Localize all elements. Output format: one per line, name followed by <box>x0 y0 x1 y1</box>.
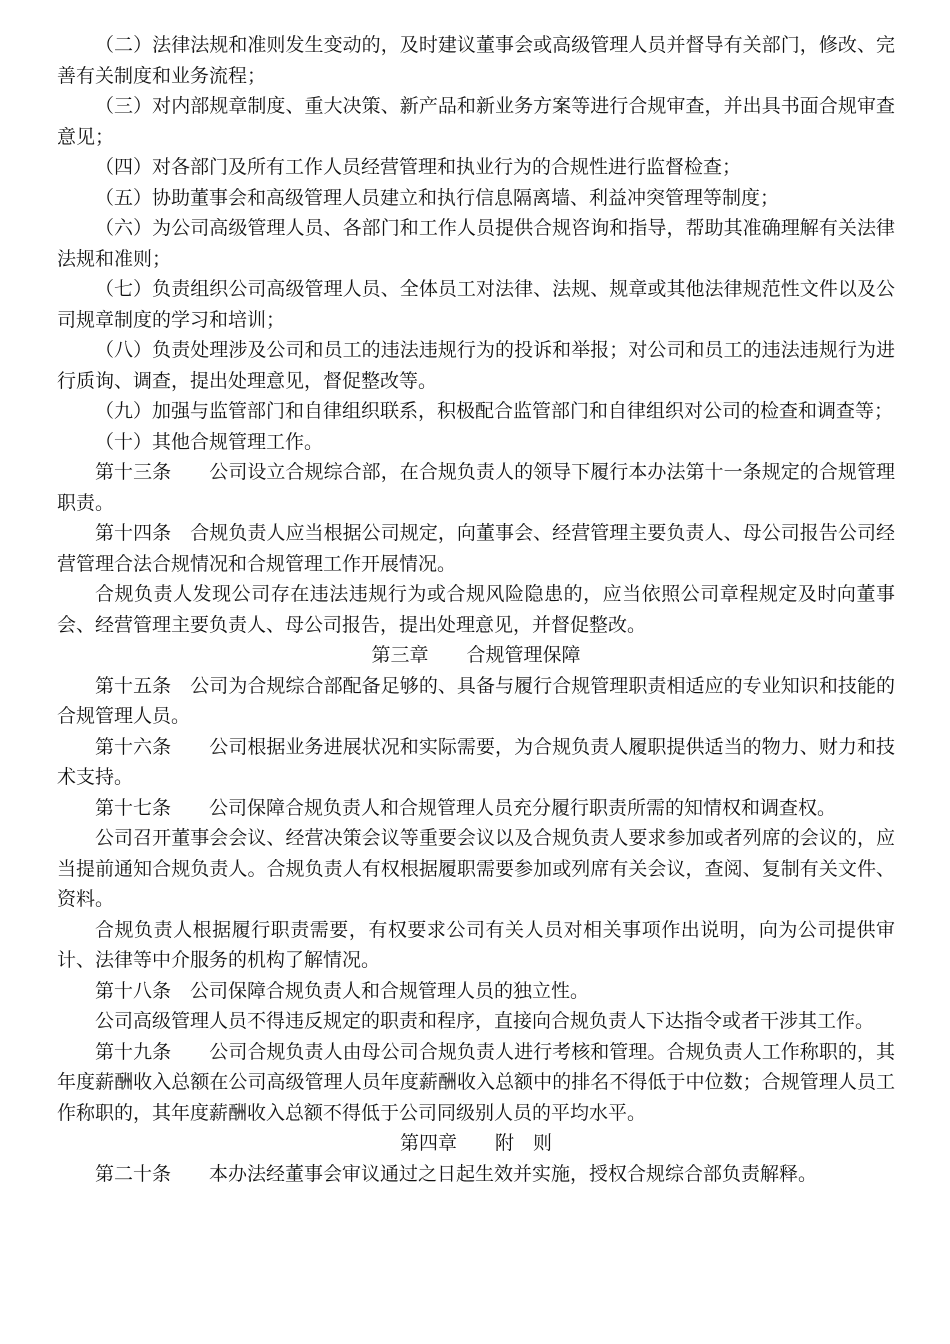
article-20: 第二十条 本办法经董事会审议通过之日起生效并实施，授权合规综合部负责解释。 <box>95 1162 818 1185</box>
clause-4: （四）对各部门及所有工作人员经营管理和执业行为的合规性进行监督检查； <box>95 156 742 178</box>
article-14-paragraph-2: 合规负责人发现公司存在违法违规行为或合规风险隐患的，应当依照公司章程规定及时向董事会、经营管理主要负责人、母公司报告，提出处理意见，并督促整改。 <box>57 583 895 636</box>
article-18: 第十八条 公司保障合规负责人和合规管理人员的独立性。 <box>95 979 590 1002</box>
article-15: 第十五条 公司为合规综合部配备足够的、具备与履行合规管理职责相适应的专业知识和技能的合规管理人员。 <box>57 674 895 727</box>
article-14: 第十四条 合规负责人应当根据公司规定，向董事会、经营管理主要负责人、母公司报告公司经营管理合法合规情况和合规管理工作开展情况。 <box>57 522 895 575</box>
clause-3: （三）对内部规章制度、重大决策、新产品和新业务方案等进行合规审查，并出具书面合规审查意见； <box>57 95 895 148</box>
article-17: 第十七条 公司保障合规负责人和合规管理人员充分履行职责所需的知情权和调查权。 <box>95 796 837 819</box>
clause-7: （七）负责组织公司高级管理人员、全体员工对法律、法规、规章或其他法律规范性文件以及公司规章制度的学习和培训； <box>57 278 895 331</box>
chapter-4-heading: 第四章 附 则 <box>399 1132 552 1154</box>
article-17-paragraph-3: 合规负责人根据履行职责需要，有权要求公司有关人员对相关事项作出说明，向为公司提供审计、法律等中介服务的机构了解情况。 <box>57 918 895 971</box>
article-17-paragraph-2: 公司召开董事会会议、经营决策会议等重要会议以及合规负责人要求参加或者列席的会议的，应当提前通知合规负责人。合规负责人有权根据履职需要参加或列席有关会议，查阅、复制有关文件、资料。 <box>57 827 895 910</box>
document-body <box>57 30 895 1189</box>
clause-2: （二）法律法规和准则发生变动的，及时建议董事会或高级管理人员并督导有关部门，修改、完善有关制度和业务流程； <box>57 34 895 87</box>
clause-9: （九）加强与监管部门和自律组织联系，积极配合监管部门和自律组织对公司的检查和调查等； <box>95 400 894 422</box>
article-18-paragraph-2: 公司高级管理人员不得违反规定的职责和程序，直接向合规负责人下达指令或者干涉其工作。 <box>95 1010 875 1032</box>
article-16: 第十六条 公司根据业务进展状况和实际需要，为合规负责人履职提供适当的物力、财力和技术支持。 <box>57 735 895 788</box>
clause-5: （五）协助董事会和高级管理人员建立和执行信息隔离墙、利益冲突管理等制度； <box>95 186 780 209</box>
clause-8: （八）负责处理涉及公司和员工的违法违规行为的投诉和举报；对公司和员工的违法违规行为进行质询、调查，提出处理意见，督促整改等。 <box>57 339 895 392</box>
article-13: 第十三条 公司设立合规综合部，在合规负责人的领导下履行本办法第十一条规定的合规管理职责。 <box>57 461 895 514</box>
article-19: 第十九条 公司合规负责人由母公司合规负责人进行考核和管理。合规负责人工作称职的，其年度薪酬收入总额在公司高级管理人员年度薪酬收入总额中的排名不得低于中位数；合规管理人员工作称职的，其年度薪酬收入总额不得低于公司同级别人员的平均水平。 <box>57 1040 895 1124</box>
clause-10: （十）其他合规管理工作。 <box>95 430 324 453</box>
chapter-3-heading: 第三章 合规管理保障 <box>371 644 581 666</box>
clause-6: （六）为公司高级管理人员、各部门和工作人员提供合规咨询和指导，帮助其准确理解有关法律法规和准则； <box>57 217 895 270</box>
